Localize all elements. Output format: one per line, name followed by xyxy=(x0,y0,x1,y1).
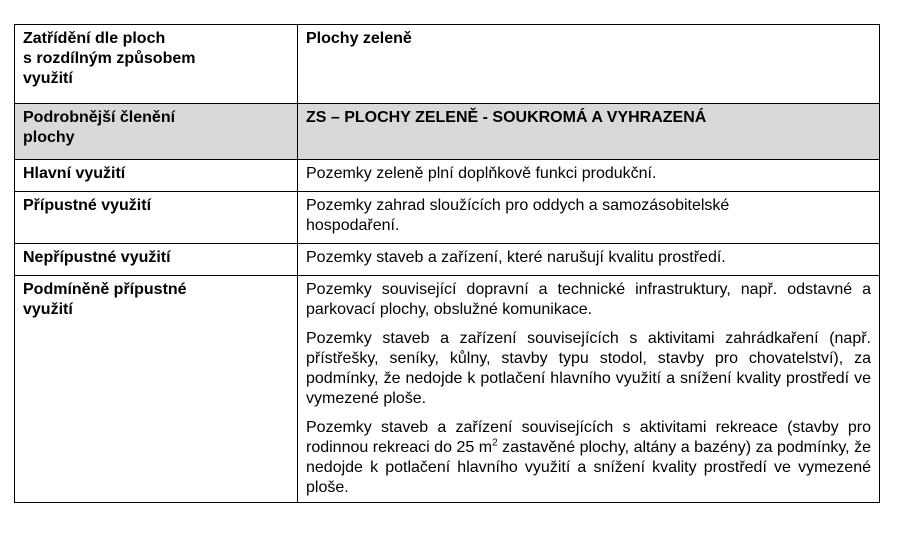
paragraph: Pozemky staveb a zařízení souvisejících s aktivitami zahrádkaření (např. přístřešky, seníky, kůlny, stavby typu stodol, stavby pro chovatelství), za podmínky, že nedojde k potlačení hlavního využití a snížení kvality prostředí ve vymezené ploše. xyxy=(306,330,871,407)
regulation-table xyxy=(14,24,880,503)
label-text: Zatřídění dle ploch s rozdílným způsobem využití xyxy=(23,30,196,87)
row-label-prohibited-use xyxy=(15,244,298,276)
row-value-prohibited-use xyxy=(298,244,880,276)
table-row xyxy=(15,276,880,503)
table-row xyxy=(15,25,880,104)
value-text: ZS – PLOCHY ZELENĚ - SOUKROMÁ A VYHRAZENÁ xyxy=(306,109,707,126)
row-value-conditional-use xyxy=(298,276,880,503)
row-value-main-use xyxy=(298,160,880,192)
row-value-permitted-use xyxy=(298,192,880,244)
table-row xyxy=(15,160,880,192)
label-text: Podmíněně přípustné využití xyxy=(23,281,187,318)
paragraph-text: Pozemky staveb a zařízení souvisejících s aktivitami rekreace (stavby pro rodinnou rekreaci do 25 m xyxy=(306,419,871,456)
row-label-permitted-use xyxy=(15,192,298,244)
row-label-conditional-use xyxy=(15,276,298,503)
paragraph-text: zastavěné plochy, altány a bazény) za podmínky, že nedojde k potlačení hlavního využití a snížení kvality prostředí ve vymezené ploše. xyxy=(306,439,871,496)
superscript: 2 xyxy=(492,437,498,449)
label-text: Přípustné využití xyxy=(23,197,152,214)
row-value-subdivision xyxy=(298,104,880,160)
table-row xyxy=(15,104,880,160)
row-label-subdivision xyxy=(15,104,298,160)
row-label-classification xyxy=(15,25,298,104)
value-text: Pozemky zeleně plní doplňkově funkci produkční. xyxy=(306,165,657,182)
label-text: Podrobnější členění plochy xyxy=(23,109,176,146)
value-text: Pozemky staveb a zařízení, které narušují kvalitu prostředí. xyxy=(306,249,726,266)
label-text: Nepřípustné využití xyxy=(23,249,171,266)
paragraph xyxy=(306,418,871,498)
value-text: Plochy zeleně xyxy=(306,30,412,47)
label-text: Hlavní využití xyxy=(23,165,126,182)
row-value-classification xyxy=(298,25,880,104)
table-row xyxy=(15,192,880,244)
row-label-main-use xyxy=(15,160,298,192)
paragraph: Pozemky související dopravní a technické infrastruktury, např. odstavné a parkovací plochy, obslužné komunikace. xyxy=(306,281,871,318)
value-text: Pozemky zahrad sloužících pro oddych a samozásobitelské hospodaření. xyxy=(306,197,730,234)
table-row xyxy=(15,244,880,276)
